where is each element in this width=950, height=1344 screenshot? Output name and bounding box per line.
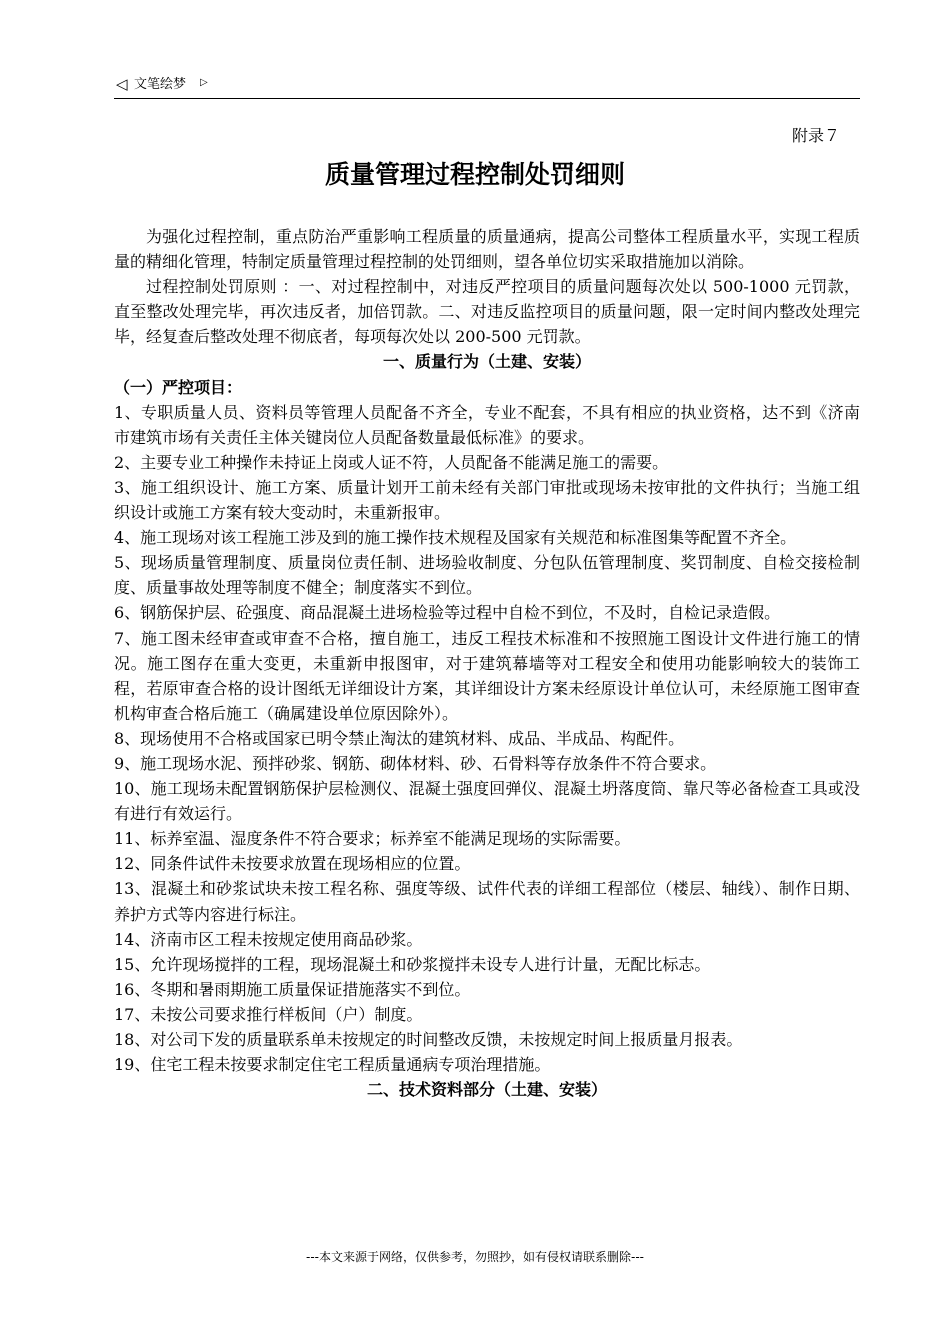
triangle-left-icon: ◁ (116, 75, 128, 93)
list-item: 2、主要专业工种操作未持证上岗或人证不符，人员配备不能满足施工的需要。 (114, 452, 669, 472)
subsection-heading: （一）严控项目： (114, 377, 243, 397)
list-item: 15、允许现场搅拌的工程，现场混凝土和砂浆搅拌未设专人进行计量，无配比标志。 (114, 954, 711, 974)
section-heading: 二、技术资料部分（土建、安装） (366, 1080, 607, 1100)
list-item: 3、施工组织设计、施工方案、质量计划开工前未经有关部门审批或现场未按审批的文件执行；当施工组织设计或施工方案有较大变动时，未重新报审。 (114, 477, 860, 523)
list-item: 17、未按公司要求推行样板间（户）制度。 (114, 1004, 423, 1024)
list-item: 16、冬期和暑雨期施工质量保证措施落实不到位。 (114, 979, 471, 999)
list-item: 4、施工现场对该工程施工涉及到的施工操作技术规程及国家有关规范和标准图集等配置不齐全。 (114, 528, 797, 548)
list-item: 14、济南市区工程未按规定使用商品砂浆。 (114, 929, 423, 949)
intro-paragraph: 为强化过程控制，重点防治严重影响工程质量的质量通病，提高公司整体工程质量水平，实现工程质量的精细化管理，特制定质量管理过程控制的处罚细则，望各单位切实采取措施加以消除。 (114, 227, 860, 272)
list-item: 9、施工现场水泥、预拌砂浆、钢筋、砌体材料、砂、石骨料等存放条件不符合要求。 (114, 753, 717, 773)
page-footer: ---本文来源于网络，仅供参考，勿照抄，如有侵权请联系删除--- (306, 1250, 644, 1264)
list-item: 5、现场质量管理制度、质量岗位责任制、进场验收制度、分包队伍管理制度、奖罚制度、自检交接检制度、质量事故处理等制度不健全；制度落实不到位。 (114, 553, 860, 598)
header-brand: 文笔绘梦 (134, 77, 187, 92)
list-item: 1、专职质量人员、资料员等管理人员配备不齐全，专业不配套，不具有相应的执业资格，达不到《济南市建筑市场有关责任主体关键岗位人员配备数量最低标准》的要求。 (114, 402, 860, 447)
intro-paragraph: 过程控制处罚原则 ：一、对过程控制中，对违反严控项目的质量问题每次处以 500-1000 元罚款，直至整改处理完毕，再次违反者，加倍罚款。二、对违反监控项目的质量问题，限一定时间内整改处理完毕，经复查后整改处理不彻底者，每项每次处以 200-500 元罚款。 (114, 277, 860, 347)
list-item: 18、对公司下发的质量联系单未按规定的时间整改反馈，未按规定时间上报质量月报表。 (114, 1030, 743, 1049)
page-header (114, 74, 860, 99)
list-item: 10、施工现场未配置钢筋保护层检测仪、混凝土强度回弹仪、混凝土坍落度筒、靠尺等必备检查工具或没有进行有效运行。 (114, 779, 860, 824)
list-item: 12、同条件试件未按要求放置在现场相应的位置。 (114, 854, 471, 874)
document-title: 质量管理过程控制处罚细则 (324, 160, 625, 189)
section-heading: 一、质量行为（土建、安装） (382, 352, 591, 372)
list-item: 13、混凝土和砂浆试块未按工程名称、强度等级、试件代表的详细工程部位（楼层、轴线）、制作日期、养护方式等内容进行标注。 (114, 879, 860, 924)
appendix-label: 附录７ (791, 126, 840, 145)
list-item: 19、住宅工程未按要求制定住宅工程质量通病专项治理措施。 (114, 1055, 551, 1075)
list-item: 8、现场使用不合格或国家已明令禁止淘汰的建筑材料、成品、半成品、构配件。 (114, 728, 685, 748)
document-body (114, 224, 860, 1102)
list-item: 11、标养室温、湿度条件不符合要求；标养室不能满足现场的实际需要。 (114, 829, 631, 849)
triangle-right-icon: ▷ (200, 77, 208, 88)
list-item: 7、施工图未经审查或审查不合格，擅自施工，违反工程技术标准和不按照施工图设计文件进行施工的情况。施工图存在重大变更，未重新申报图审，对于建筑幕墙等对工程安全和使用功能影响较大的装饰工程，若原审查合格的设计图纸无详细设计方案，其详细设计方案未经原设计单位认可，未经原施工图审查机构审查合格后施工（确属建设单位原因除外）。 (114, 628, 860, 723)
list-item: 6、钢筋保护层、砼强度、商品混凝土进场检验等过程中自检不到位，不及时，自检记录造假。 (114, 603, 781, 623)
